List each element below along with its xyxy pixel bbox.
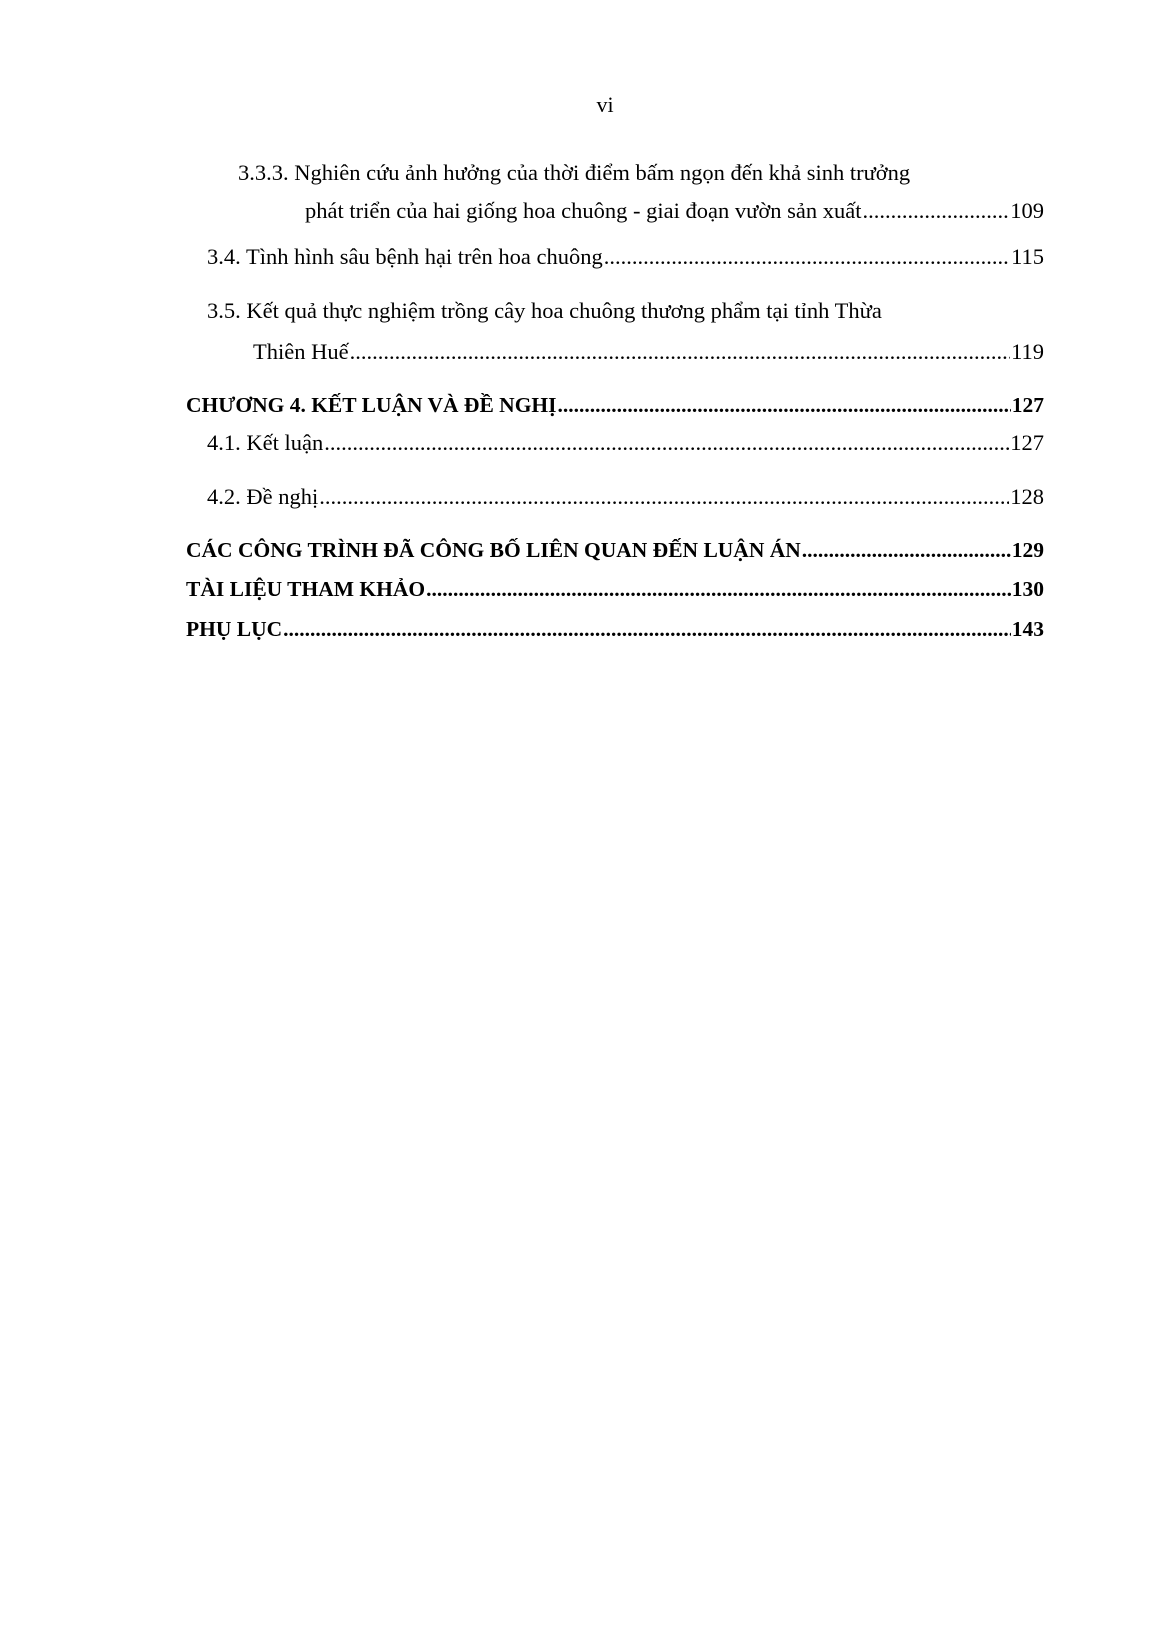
toc-leader-dots <box>558 390 1011 420</box>
toc-entry-title: TÀI LIỆU THAM KHẢO <box>186 577 426 601</box>
toc-leader-dots <box>604 242 1010 272</box>
toc-page-number: 119 <box>1011 339 1044 364</box>
toc-leader-dots <box>350 337 1010 367</box>
toc-leader-dots <box>324 428 1009 458</box>
toc-entry-publications[interactable] <box>186 535 1044 565</box>
toc-entry-chapter-4[interactable] <box>186 390 1044 420</box>
toc-entry-3-5-line1: 3.5. Kết quả thực nghiệm trồng cây hoa chuông thương phẩm tại tỉnh Thừa <box>207 298 882 323</box>
toc-entry-title: PHỤ LỤC <box>186 617 283 641</box>
toc-entry-title: 4.2. Đề nghị <box>207 484 319 509</box>
toc-page-number: 129 <box>1011 538 1044 562</box>
toc-entry-3-4[interactable] <box>207 242 1044 272</box>
toc-leader-dots <box>426 574 1011 604</box>
toc-page-number: 127 <box>1010 430 1044 455</box>
toc-entry-title: CÁC CÔNG TRÌNH ĐÃ CÔNG BỐ LIÊN QUAN ĐẾN LUẬN ÁN <box>186 538 801 562</box>
toc-page-number: 115 <box>1011 244 1044 269</box>
toc-page-number: 143 <box>1011 617 1044 641</box>
toc-leader-dots <box>319 482 1009 512</box>
toc-entry-title: 4.1. Kết luận <box>207 430 324 455</box>
toc-entry-4-1[interactable] <box>207 428 1044 458</box>
toc-entry-references[interactable] <box>186 574 1044 604</box>
toc-page-number: 130 <box>1011 577 1044 601</box>
toc-leader-dots <box>802 535 1011 565</box>
toc-entry-appendix[interactable] <box>186 614 1044 644</box>
toc-entry-4-2[interactable] <box>207 482 1044 512</box>
toc-page-number: 127 <box>1011 393 1044 417</box>
toc-entry-3-5[interactable] <box>253 337 1044 367</box>
toc-leader-dots <box>283 614 1011 644</box>
toc-entry-3-3-3-line1: 3.3.3. Nghiên cứu ảnh hưởng của thời điểm bấm ngọn đến khả sinh trưởng <box>238 160 911 185</box>
toc-entry-title: Thiên Huế <box>253 339 349 364</box>
toc-page-number: 128 <box>1010 484 1044 509</box>
toc-page-number: 109 <box>1010 198 1044 223</box>
toc-entry-title: 3.4. Tình hình sâu bệnh hại trên hoa chuông <box>207 244 603 269</box>
toc-entry-3-3-3[interactable] <box>305 196 1044 226</box>
page-number: vi <box>596 92 614 117</box>
toc-entry-title: CHƯƠNG 4. KẾT LUẬN VÀ ĐỀ NGHỊ <box>186 393 557 417</box>
toc-leader-dots <box>862 196 1009 226</box>
toc-entry-title: phát triển của hai giống hoa chuông - giai đoạn vườn sản xuất <box>305 198 862 223</box>
